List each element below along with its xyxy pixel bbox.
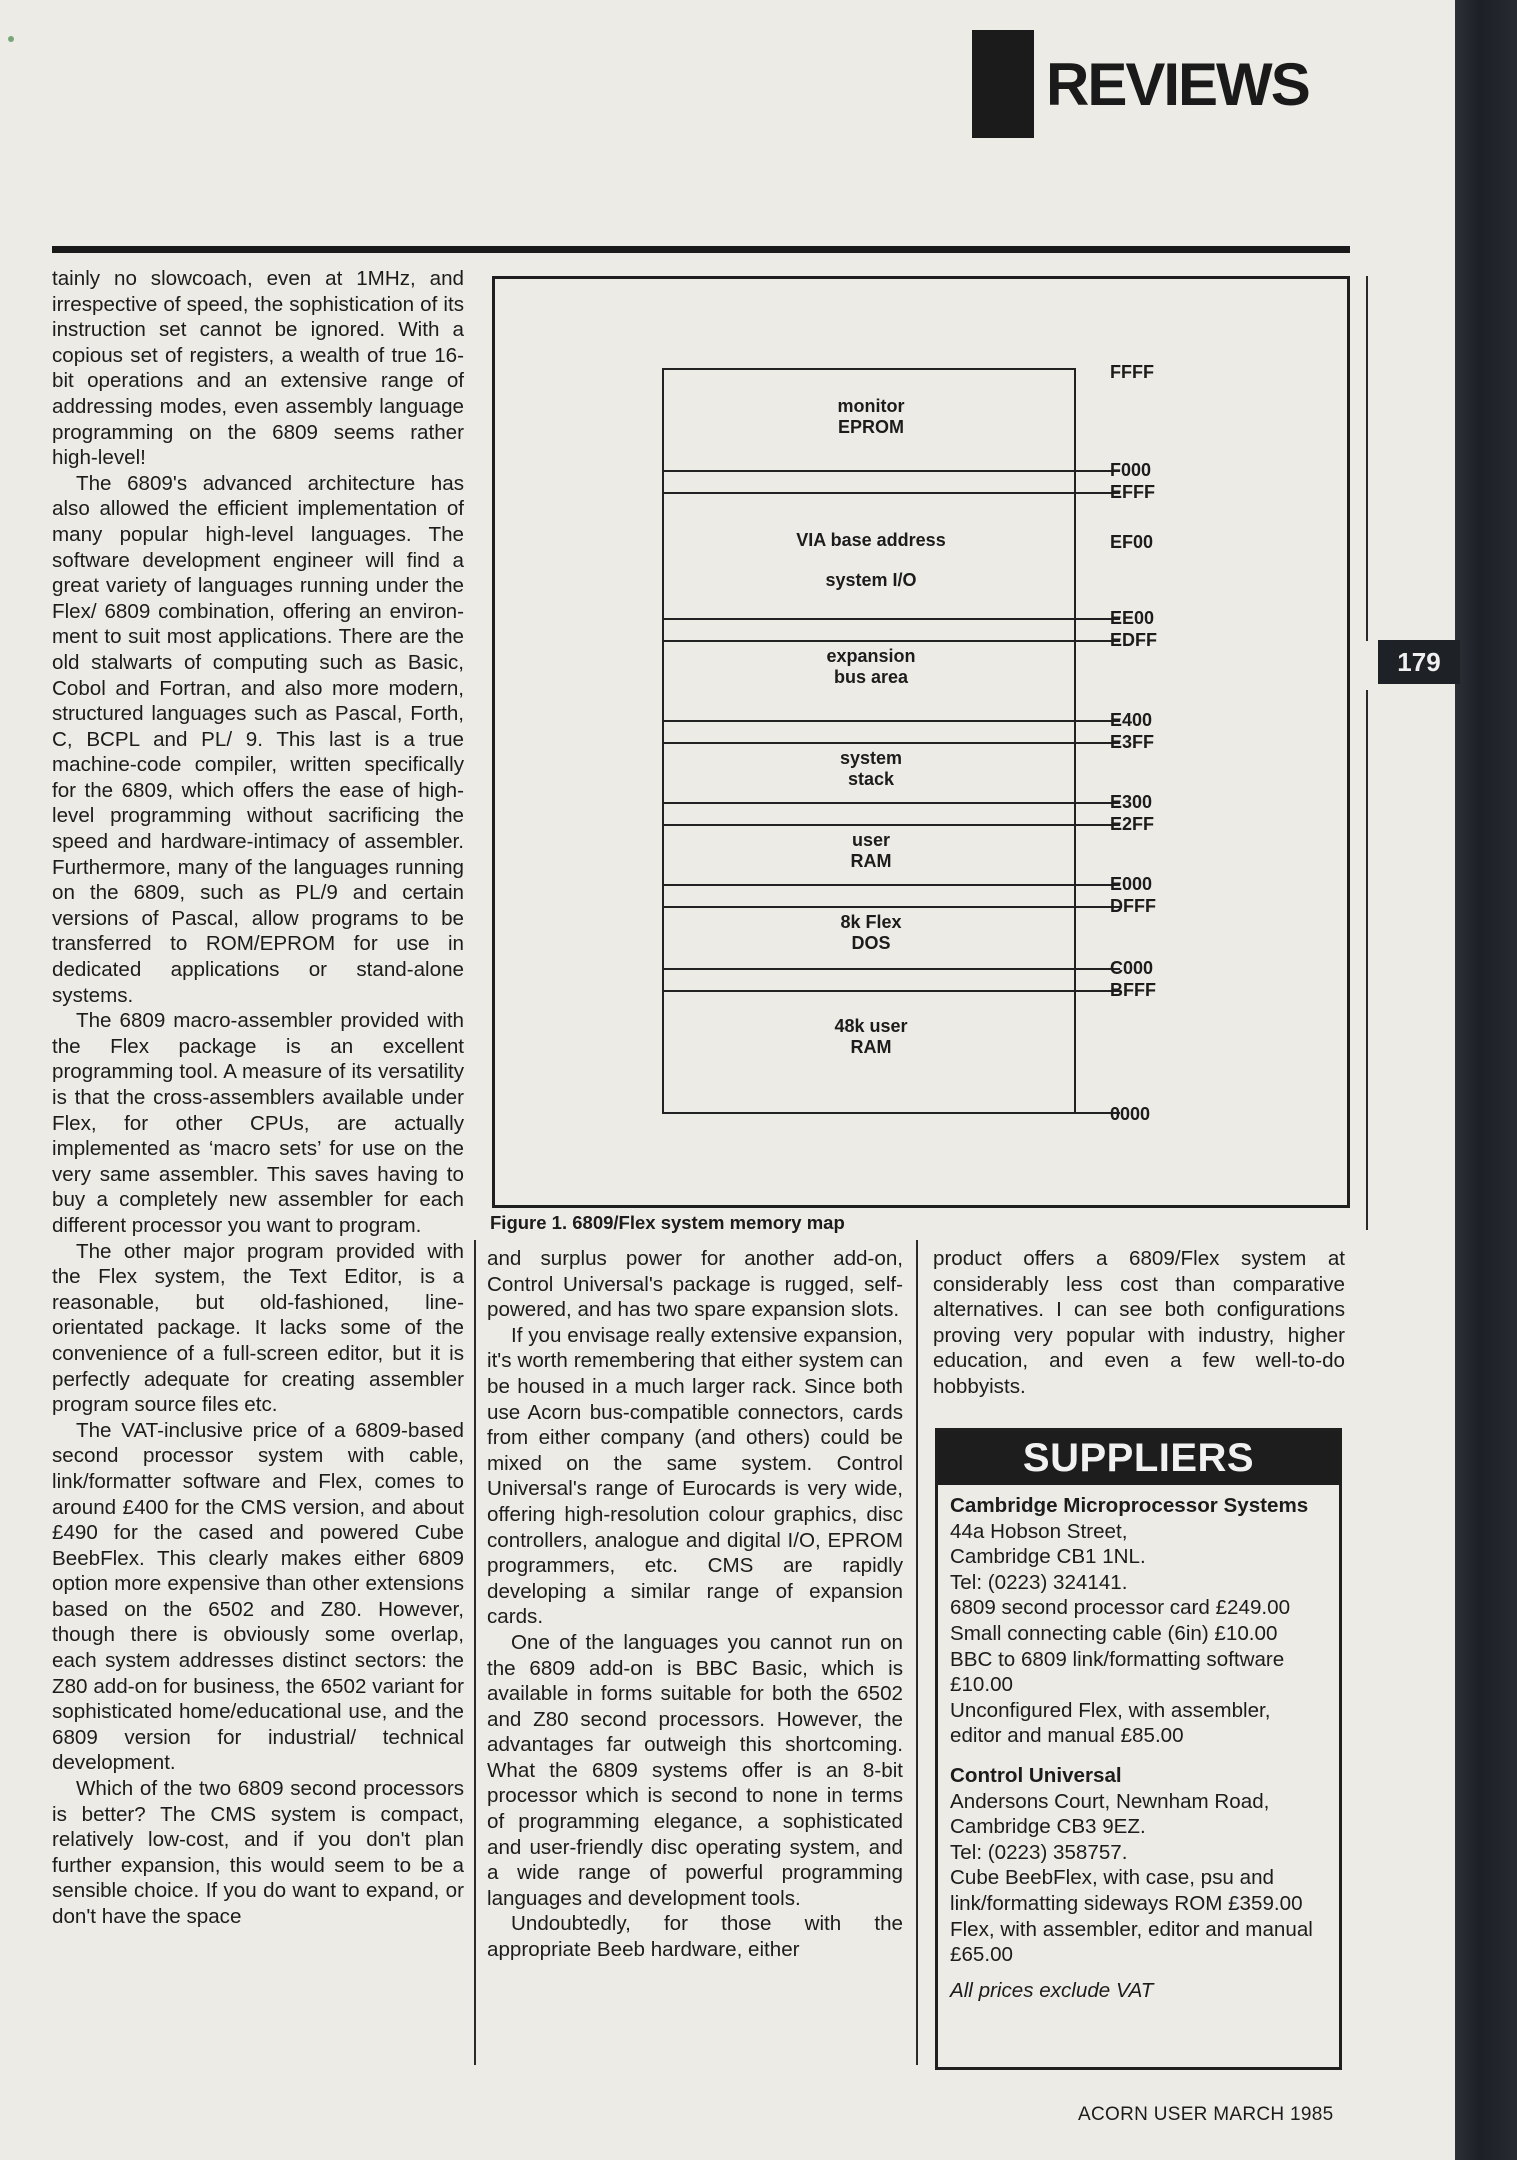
boundary-line <box>662 968 1120 970</box>
boundary-line <box>662 824 1120 826</box>
paragraph: and surplus power for another add-on, Control Universal's package is rugged, self-powered, and has two spare expansion slots. <box>487 1247 903 1322</box>
spacer <box>950 1749 1327 1763</box>
figure-caption: Figure 1. 6809/Flex system memory map <box>490 1212 845 1233</box>
boundary-line <box>662 990 1120 992</box>
address-label: E300 <box>1110 792 1153 812</box>
segment-via-base: VIA base address <box>796 530 946 550</box>
boundary-line <box>662 492 1120 494</box>
boundary-line <box>662 640 1120 642</box>
supplier-line: Unconfigured Flex, with assembler, editor and manual £85.00 <box>950 1698 1271 1748</box>
address-label: E000 <box>1110 874 1153 894</box>
address-label: EE00 <box>1110 608 1155 628</box>
address-label: FFFF <box>1110 362 1154 382</box>
paragraph: Which of the two 6809 second processors is better? The CMS system is compact, relatively low-cost, and if you don't plan further expansion, this would seem to be a sensible choice. If you do want to expand, or don't have the space <box>52 1777 464 1928</box>
boundary-line <box>662 742 1120 744</box>
paragraph: One of the languages you cannot run on the 6809 add-on is BBC Basic, which is available in forms suitable for both the 6502 and Z80 second processors. However, the advantages far outweigh this shortcoming. What the 6809 systems offer is an 8-bit processor which is second to none in terms of programming elegance, a sophisticated and user-friendly disc operating system, and a wide range of powerful programming languages and development tools. <box>487 1630 903 1910</box>
paragraph: The 6809's advanced architecture has also allowed the efficient implementation of many popular high-level languages. The software development engineer will find a great variety of languages running under the Flex/ 6809 combination, offering an environment to suit most applications. There are the old stalwarts of computing such as Basic, Cobol and Fortran, and also more modern, structured languages such as Pascal, Forth, C, BCPL and PL/ 9. This last is a true machine-code compiler, written specifically for the 6809, which offers the ease of high-level programming without sacrificing the speed and hardware-intimacy of assembler. Furthermore, many of the languages running on the 6809, such as PL/9 and certain versions of Pascal, allow programs to be transferred to ROM/EPROM for use in dedicated applications or stand-alone systems. <box>52 471 464 1007</box>
address-label: DFFF <box>1110 896 1156 916</box>
boundary-line <box>662 720 1120 722</box>
supplier-name: Cambridge Microprocessor Systems <box>950 1494 1309 1517</box>
column-divider <box>1366 690 1368 1230</box>
paragraph: The VAT-inclusive price of a 6809-based second processor system with cable, link/formatter software and Flex, comes to around £400 for the CMS version, and about £490 for the cased and powered Cube BeebFlex. This clearly makes either 6809 option more expensive than other extensions based on the 6502 and Z80. However, though there is obviously some overlap, each system addresses distinct sectors: the Z80 add-on for business, the 6502 variant for sophisticated home/educational use, and the 6809 version for industrial/ technical development. <box>52 1418 464 1775</box>
boundary-line <box>662 1112 1120 1114</box>
paragraph: product offers a 6809/Flex system at considerably less cost than comparative alternatives. I can see both configurations proving very popular with industry, higher education, and even a few well-to-do hobbyists. <box>933 1247 1345 1398</box>
address-label: EFFF <box>1110 482 1155 502</box>
article-column-2 <box>487 1246 903 1963</box>
memory-map-diagram <box>662 368 1076 1114</box>
article-column-3 <box>933 1246 1345 1400</box>
page-number-tab: 179 <box>1378 640 1460 684</box>
supplier-name: Control Universal <box>950 1763 1122 1787</box>
supplier-line: 6809 second processor card £249.00 <box>950 1596 1291 1620</box>
supplier-line: Cambridge CB1 1NL. <box>950 1545 1146 1569</box>
paragraph: tainly no slowcoach, even at 1MHz, and irrespective of speed, the sophistication of its instruction set cannot be ignored. With a copious set of registers, a wealth of true 16-bit operations and an extensive range of addressing modes, even assembly language programming on the 6809 seems rather high-level! <box>52 267 464 470</box>
column-divider <box>474 1240 476 2065</box>
supplier-line: Cube BeebFlex, with case, psu and link/formatting sideways ROM £359.00 <box>950 1866 1303 1915</box>
address-label: E2FF <box>1110 814 1155 834</box>
boundary-line <box>662 802 1120 804</box>
segment-system-io: system I/O <box>825 570 917 590</box>
page-edge-shadow <box>1455 0 1517 2160</box>
supplier-line: Tel: (0223) 324141. <box>950 1570 1128 1594</box>
supplier-line: Flex, with assembler, editor and manual £65.00 <box>950 1917 1313 1967</box>
supplier-line: Tel: (0223) 358757. <box>950 1840 1128 1864</box>
address-label: E3FF <box>1110 732 1155 752</box>
paragraph: The other major program provided with the Flex system, the Text Editor, is a reasonable, but old-fashioned, line-orientated package. It lacks some of the convenience of a full-screen editor, but it is perfectly adequate for creating assembler program source files etc. <box>52 1239 464 1417</box>
address-label: 0000 <box>1110 1104 1151 1124</box>
boundary-line <box>662 618 1120 620</box>
article-column-1 <box>52 266 464 2066</box>
footer-issue-line: ACORN USER MARCH 1985 <box>1078 2104 1334 2125</box>
paragraph: Undoubtedly, for those with the appropriate Beeb hardware, either <box>487 1912 903 1962</box>
segment-flex-dos: 8k Flex DOS <box>840 912 902 953</box>
column-divider <box>1366 276 1368 641</box>
supplier-line: 44a Hobson Street, <box>950 1519 1128 1543</box>
address-label: BFFF <box>1110 980 1156 1000</box>
header-black-block <box>972 30 1034 138</box>
stray-dot-mark <box>8 36 14 42</box>
supplier-line: Andersons Court, Newnham Road, <box>950 1789 1270 1813</box>
suppliers-box <box>935 1428 1342 2070</box>
address-label: EDFF <box>1110 630 1157 650</box>
paragraph: The 6809 macro-assembler provided with the Flex package is an excellent programming tool. A measure of its versatility is that the cross-assemblers available under Flex, for other CPUs, are actually implemented as ‘macro sets’ for use on the very same assembler. This saves having to buy a completely new assembler for each different processor you want to program. <box>52 1009 464 1237</box>
segment-48k-user-ram: 48k user RAM <box>834 1016 908 1057</box>
supplier-line: Small connecting cable (6in) £10.00 <box>950 1621 1278 1645</box>
suppliers-heading: SUPPLIERS <box>938 1431 1339 1485</box>
boundary-line <box>662 884 1120 886</box>
header-rule <box>52 246 1350 253</box>
suppliers-list <box>938 1485 1339 2003</box>
segment-system-stack: system stack <box>839 748 903 789</box>
boundary-line <box>662 470 1120 472</box>
address-label: C000 <box>1110 958 1154 978</box>
paragraph: If you envisage really extensive expansion, it's worth remembering that either system can be housed in a much larger rack. Since both use Acorn bus-compatible connectors, cards from either company (and others) could be mixed on the same system. Control Universal's range of Eurocards is very wide, offering high-resolution colour graphics, disc controllers, analogue and digital I/O, EPROM programmers, etc. CMS are rapidly developing a similar range of expansion cards. <box>487 1323 903 1629</box>
segment-monitor-eprom: monitor EPROM <box>837 396 905 437</box>
address-label: F000 <box>1110 460 1152 480</box>
supplier-line: BBC to 6809 link/formatting software £10.00 <box>950 1647 1285 1697</box>
supplier-line: Cambridge CB3 9EZ. <box>950 1815 1146 1839</box>
segment-user-ram: user RAM <box>850 830 892 871</box>
column-divider <box>916 1240 918 2065</box>
address-label: EF00 <box>1110 532 1154 552</box>
segment-expansion-bus: expansion bus area <box>826 646 916 687</box>
prices-note: All prices exclude VAT <box>950 1978 1154 2002</box>
address-label: E400 <box>1110 710 1153 730</box>
boundary-line <box>662 906 1120 908</box>
section-title: REVIEWS <box>1046 51 1309 118</box>
